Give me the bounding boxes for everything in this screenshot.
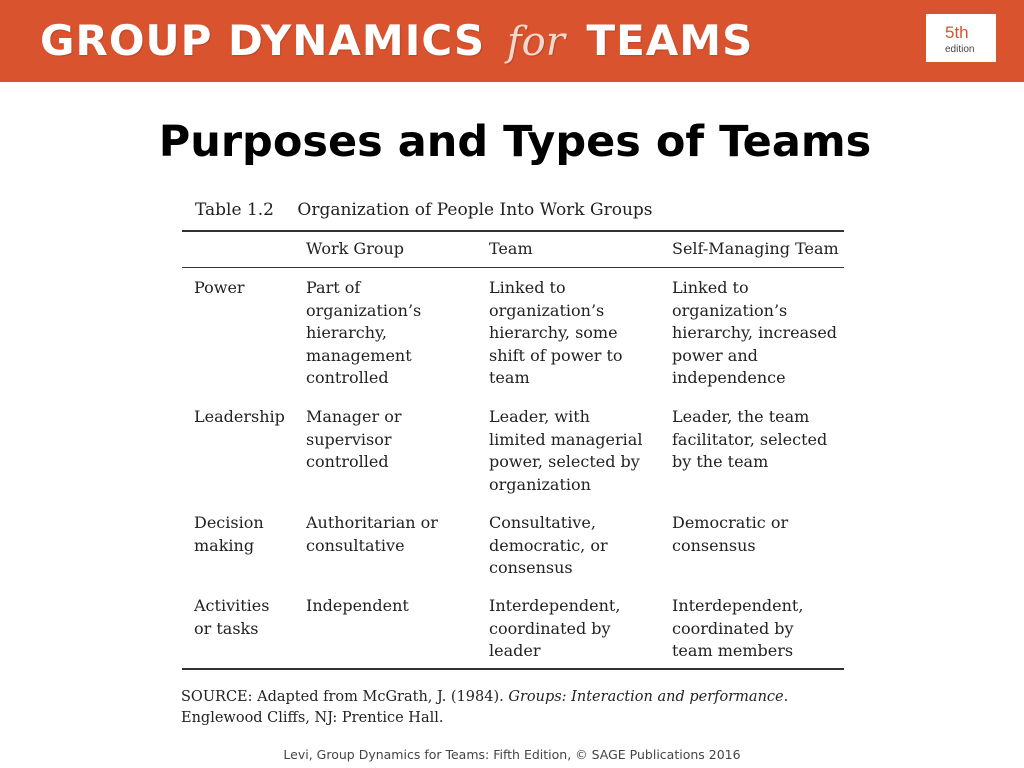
table-number: Table 1.2	[195, 200, 274, 220]
cell-activities-work-group: Independent	[306, 596, 409, 615]
table-header-rule	[182, 267, 844, 268]
cell-decision-team: Consultative, democratic, or consensus	[489, 513, 608, 577]
edition-number: 5th	[945, 23, 969, 42]
table-bottom-rule	[182, 668, 844, 670]
row-label-leadership: Leadership	[194, 407, 285, 426]
book-title-part1: GROUP DYNAMICS	[40, 16, 486, 65]
row-label-power: Power	[194, 278, 245, 297]
row-label-decision-making: Decision making	[194, 513, 264, 555]
table-caption	[195, 200, 653, 220]
source-book-title: Groups: Interaction and performance	[508, 689, 784, 705]
edition-label: edition	[945, 44, 975, 55]
book-title-logo	[40, 16, 753, 66]
cell-power-self-managing: Linked to organization’s hierarchy, increased power and independence	[672, 278, 838, 387]
book-title-part2: TEAMS	[586, 16, 754, 65]
cell-activities-self-managing: Interdependent, coordinated by team members	[672, 596, 804, 660]
table-caption-text: Organization of People Into Work Groups	[297, 200, 653, 220]
column-header-work-group: Work Group	[306, 239, 405, 258]
source-suffix: . Englewood Cliffs, NJ: Prentice Hall.	[181, 689, 789, 726]
source-prefix: SOURCE: Adapted from McGrath, J. (1984).	[181, 689, 504, 705]
cell-activities-team: Interdependent, coordinated by leader	[489, 596, 621, 660]
row-label-activities: Activities or tasks	[194, 596, 270, 638]
column-header-team: Team	[489, 239, 533, 258]
cell-leadership-work-group: Manager or supervisor controlled	[306, 407, 402, 471]
cell-power-team: Linked to organization’s hierarchy, some shift of power to team	[489, 278, 623, 387]
table-source-note	[181, 687, 851, 729]
cell-leadership-team: Leader, with limited managerial power, selected by organization	[489, 407, 643, 494]
header-banner	[0, 0, 1024, 82]
table-top-rule	[182, 230, 844, 232]
book-title-for: for	[506, 19, 565, 65]
cell-power-work-group: Part of organization’s hierarchy, management controlled	[306, 278, 422, 387]
edition-badge	[926, 14, 996, 62]
cell-decision-work-group: Authoritarian or consultative	[306, 513, 438, 555]
cell-leadership-self-managing: Leader, the team facilitator, selected by the team	[672, 407, 828, 471]
cell-decision-self-managing: Democratic or consensus	[672, 513, 789, 555]
slide-footer: Levi, Group Dynamics for Teams: Fifth Edition, © SAGE Publications 2016	[283, 747, 741, 762]
column-header-self-managing-team: Self-Managing Team	[672, 239, 839, 258]
slide-title: Purposes and Types of Teams	[158, 117, 872, 167]
